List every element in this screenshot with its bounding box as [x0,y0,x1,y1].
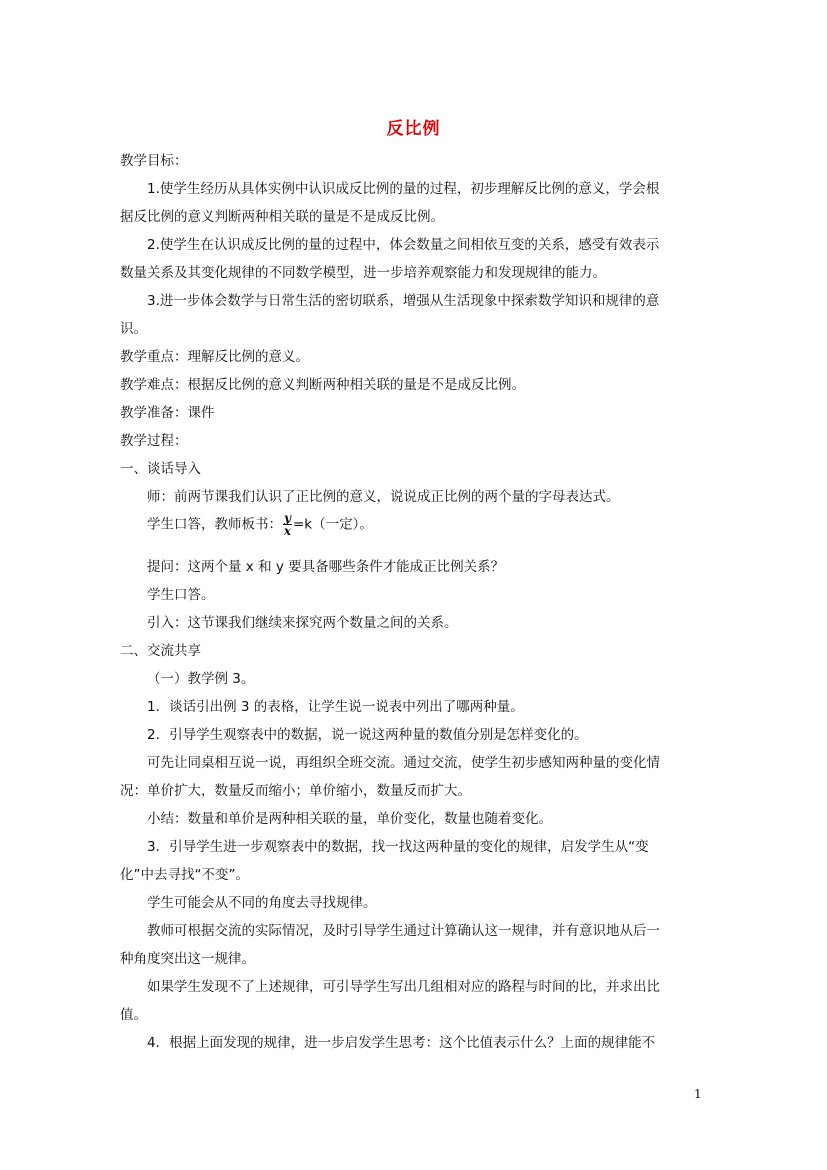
paragraph-line: 数量关系及其变化规律的不同数学模型，进一步培养观察能力和发现规律的能力。 [120,265,606,281]
paragraph-line: 可先让同桌相互说一说，再组织全班交流。通过交流，使学生初步感知两种量的变化情 [147,755,660,771]
paragraph-line: 2.使学生在认识成反比例的量的过程中，体会数量之间相依互变的关系，感受有效表示 [147,237,660,253]
heading-objectives: 教学目标： [120,153,188,169]
paragraph-line: 种角度突出这一规律。 [120,951,255,967]
preparation-line: 教学准备：课件 [120,405,215,421]
fraction-numerator: y [284,511,291,525]
paragraph-line: 学生口答。 [147,587,215,603]
paragraph-line: 引入：这节课我们继续来探究两个数量之间的关系。 [147,615,458,631]
paragraph-line: 3.进一步体会数学与日常生活的密切联系，增强从生活现象中探索数学知识和规律的意 [147,293,660,309]
page-number: 1 [694,1087,702,1101]
formula-line [147,512,373,537]
paragraph-line: 4．根据上面发现的规律，进一步启发学生思考：这个比值表示什么？上面的规律能不 [147,1035,656,1051]
heading-process: 教学过程： [120,433,188,449]
formula-prefix: 学生口答，教师板书： [147,516,282,533]
paragraph-line: 师：前两节课我们认识了正比例的意义，说说成正比例的两个量的字母表达式。 [147,489,620,505]
paragraph-line: 教师可根据交流的实际情况，及时引导学生通过计算确认这一规律，并有意识地从后一 [147,923,660,939]
paragraph-line: 2．引导学生观察表中的数据，说一说这两种量的数值分别是怎样变化的。 [147,727,588,743]
paragraph-line: 3．引导学生进一步观察表中的数据，找一找这两种量的变化的规律，启发学生从“变 [147,839,649,855]
formula-suffix: =k（一定）。 [292,516,373,533]
paragraph-line: 1．谈话引出例 3 的表格，让学生说一说表中列出了哪两种量。 [147,699,524,715]
paragraph-line: 化”中去寻找“不变”。 [120,867,249,883]
fraction-y-over-x [283,512,292,537]
paragraph-line: 值。 [120,1007,147,1023]
paragraph-line: 小结：数量和单价是两种相关联的量，单价变化，数量也随着变化。 [147,811,552,827]
section-heading-2: 二、交流共享 [120,643,201,659]
section-heading-1: 一、谈话导入 [120,461,201,477]
paragraph-line: 如果学生发现不了上述规律，可引导学生写出几组相对应的路程与时间的比，并求出比 [147,979,660,995]
paragraph-line: 况：单价扩大，数量反而缩小；单价缩小，数量反而扩大。 [120,783,471,799]
key-point-line: 教学重点：理解反比例的意义。 [120,349,309,365]
difficulty-line: 教学难点：根据反比例的意义判断两种相关联的量是不是成反比例。 [120,377,525,393]
document-title: 反比例 [386,119,441,139]
subsection-heading: （一）教学例 3。 [147,671,255,687]
paragraph-line: 1.使学生经历从具体实例中认识成反比例的量的过程，初步理解反比例的意义，学会根 [147,181,660,197]
paragraph-line: 学生可能会从不同的角度去寻找规律。 [147,895,377,911]
paragraph-line: 提问：这两个量 x 和 y 要具备哪些条件才能成正比例关系？ [147,559,505,575]
paragraph-line: 据反比例的意义判断两种相关联的量是不是成反比例。 [120,209,444,225]
paragraph-line: 识。 [120,321,147,337]
fraction-denominator: x [283,524,292,538]
